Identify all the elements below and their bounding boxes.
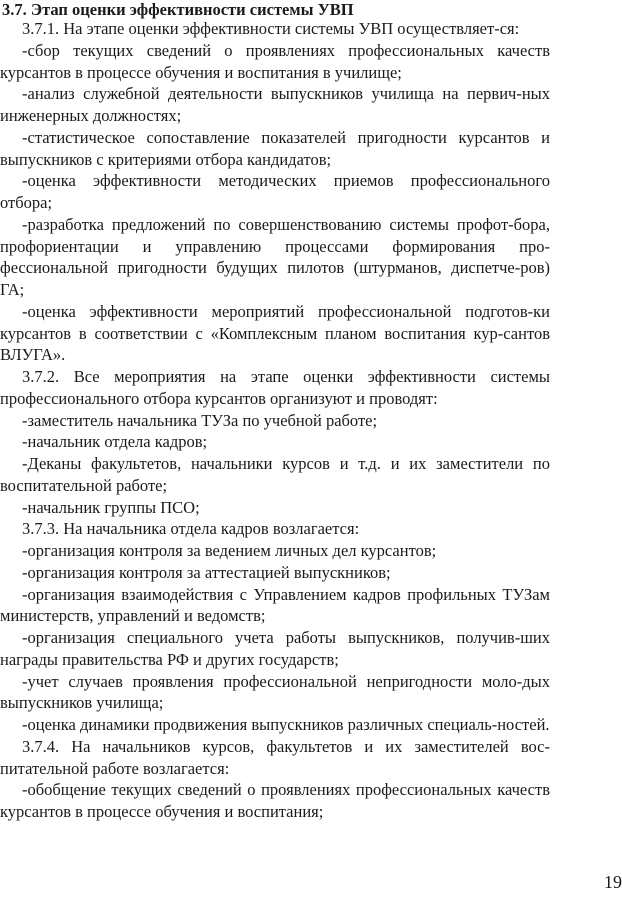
list-item: -оценка динамики продвижения выпускников различных специаль-ностей. bbox=[22, 715, 550, 734]
list-item: -статистическое сопоставление показателей пригодности курсантов и выпускников с критериями отбора кандидатов; bbox=[0, 127, 550, 169]
list-item: -сбор текущих сведений о проявлениях профессиональных качеств курсантов в процессе обучения и воспитания в училище; bbox=[0, 40, 550, 82]
body-text bbox=[0, 18, 550, 823]
section-heading: 3.7. Этап оценки эффективности системы УВП bbox=[2, 0, 354, 19]
list-item: -обобщение текущих сведений о проявлениях профессиональных качеств курсантов в процессе обучения и воспитания; bbox=[0, 780, 550, 821]
list-item: -начальник отдела кадров; bbox=[22, 432, 208, 452]
list-item: -оценка эффективности мероприятий профессиональной подготов-ки курсантов в соответствии с «Комплексным планом воспитания кур-сантов ВЛУГА». bbox=[0, 301, 550, 365]
list-item: -анализ служебной деятельности выпускников училища на первич-ных инженерных должностях; bbox=[0, 84, 550, 125]
list-item: -учет случаев проявления профессиональной непригодности моло-дых выпускников училища; bbox=[0, 671, 550, 713]
list-item: -разработка предложений по совершенствованию системы профот-бора, профориентации и управлению процессами формирования про-фессиональной пригодности будущих пилотов (штурманов, диспетче-ров) ГА; bbox=[0, 214, 550, 299]
list-item: -Деканы факультетов, начальники курсов и т.д. и их заместители по воспитательной работе; bbox=[0, 454, 550, 495]
list-item: -организация специального учета работы выпускников, получив-ших награды правительства РФ и других государств; bbox=[0, 628, 550, 669]
page-number: 19 bbox=[604, 872, 622, 892]
paragraph-3-7-4: 3.7.4. На начальников курсов, факультетов и их заместителей вос-питательной работе возлагается: bbox=[0, 736, 550, 778]
paragraph-3-7-1: 3.7.1. На этапе оценки эффективности системы УВП осуществляет-ся: bbox=[22, 19, 520, 38]
list-item: -начальник группы ПСО; bbox=[22, 497, 200, 517]
list-item: -заместитель начальника ТУЗа по учебной работе; bbox=[22, 410, 378, 430]
list-item: -организация контроля за ведением личных дел курсантов; bbox=[22, 541, 437, 560]
list-item: -оценка эффективности методических приемов профессионального отбора; bbox=[0, 171, 550, 212]
list-item: -организация взаимодействия с Управлением кадров профильных ТУЗам министерств, управлений и ведомств; bbox=[0, 584, 550, 626]
paragraph-3-7-3: 3.7.3. На начальника отдела кадров возлагается: bbox=[22, 519, 360, 539]
list-item: -организация контроля за аттестацией выпускников; bbox=[22, 562, 391, 582]
paragraph-3-7-2: 3.7.2. Все мероприятия на этапе оценки эффективности системы профессионального отбора курсантов организуют и проводят: bbox=[0, 367, 550, 408]
